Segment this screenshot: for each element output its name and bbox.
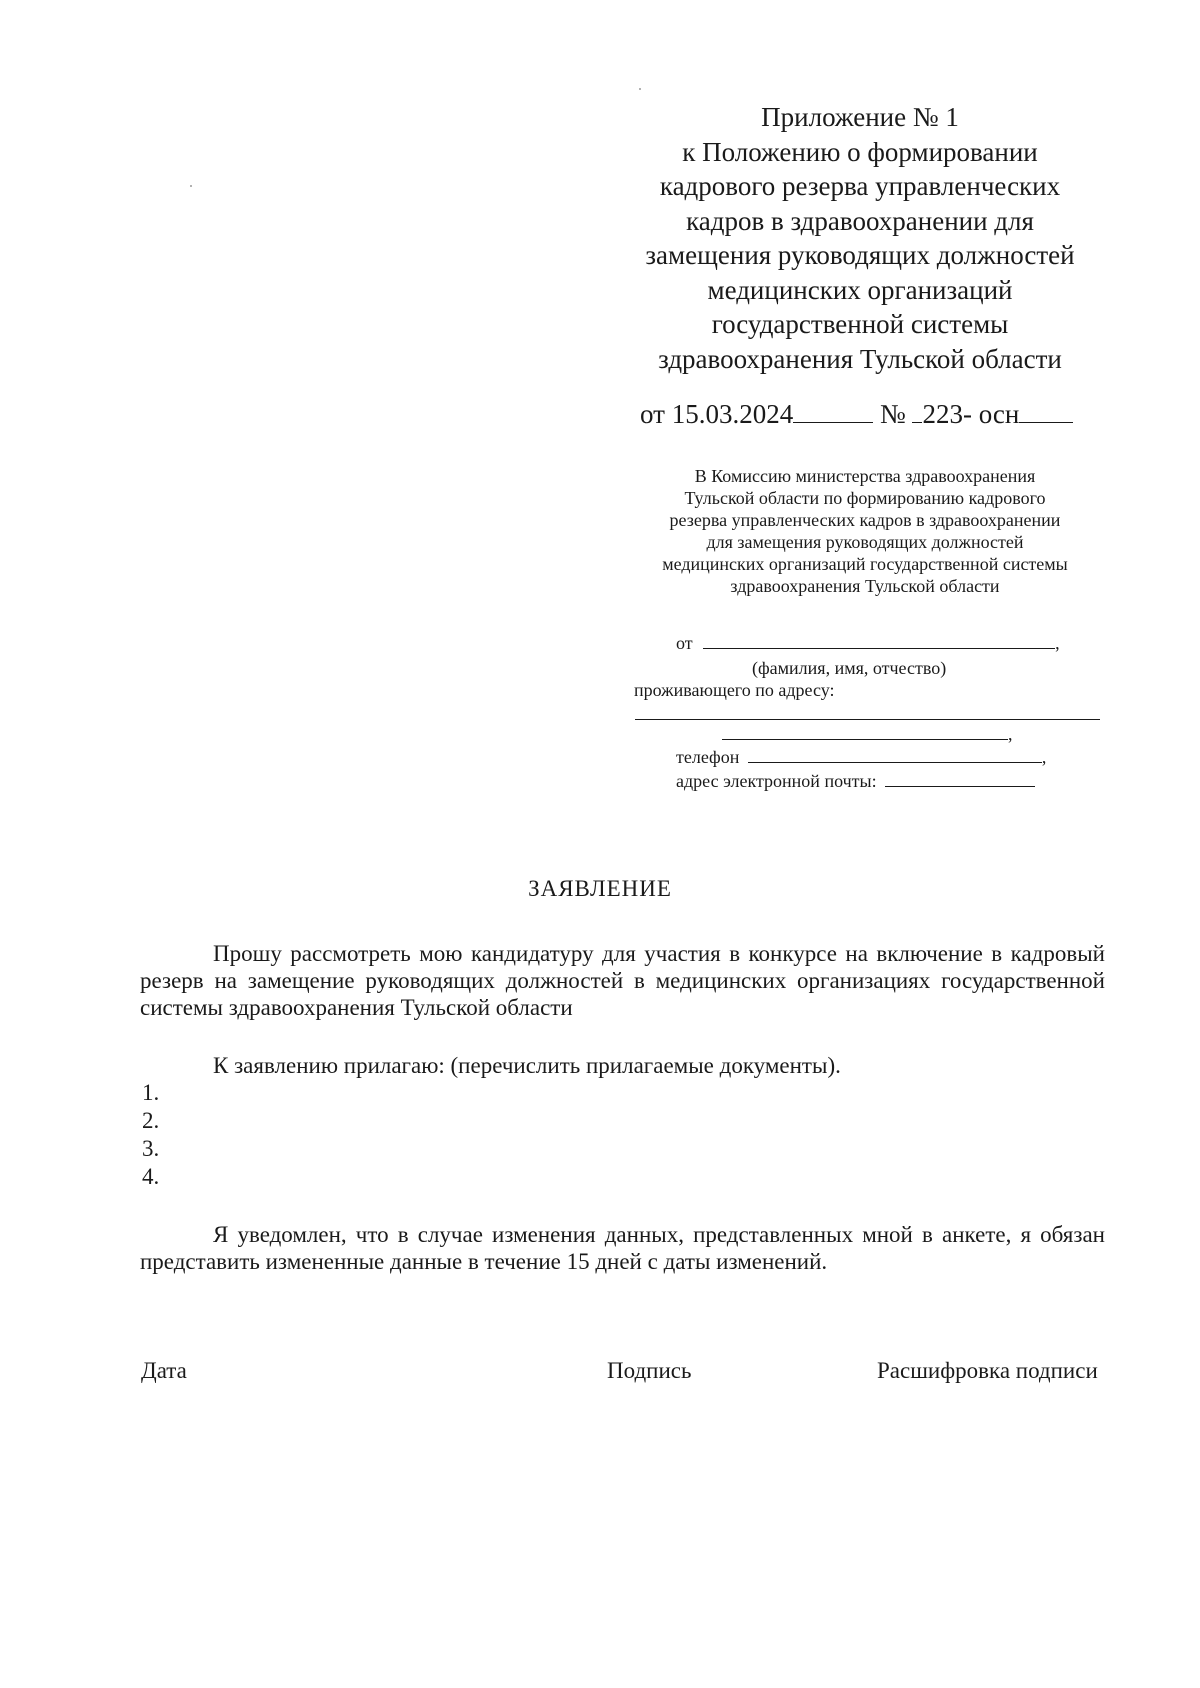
- attachment-item-2: 2.: [142, 1108, 160, 1133]
- order-date-blank: [793, 422, 873, 423]
- order-number-sign: №: [879, 399, 906, 429]
- notice-paragraph: Я уведомлен, что в случае изменения данных, представленных мной в анкете, я обязан представить измененные данные в течение 15 дней с даты изменений.: [140, 1222, 1105, 1274]
- signature-transcript-label: Расшифровка подписи: [877, 1358, 1098, 1383]
- signature-label: Подпись: [607, 1358, 692, 1383]
- addressee-line: Тульской области по формированию кадрового: [684, 488, 1046, 508]
- order-number-blank: [1019, 422, 1073, 423]
- phone-label: телефон: [676, 747, 740, 767]
- addressee-block: [630, 465, 1100, 597]
- order-reference: [640, 397, 1073, 431]
- appendix-line: к Положению о формировании: [682, 136, 1038, 167]
- comma: ,: [1008, 724, 1013, 744]
- phone-field: [676, 746, 1046, 768]
- name-caption: (фамилия, имя, отчество): [752, 658, 947, 678]
- scan-speck: [190, 185, 192, 187]
- address-label: проживающего по адресу:: [634, 680, 835, 700]
- appendix-line: государственной системы: [711, 309, 1009, 339]
- request-paragraph: Прошу рассмотреть мою кандидатуру для участия в конкурсе на включение в кадровый резерв на замещение руководящих должностей в медицинских организациях государственной системы здравоохранения Тульской области: [140, 941, 1105, 1020]
- statement-title: ЗАЯВЛЕНИЕ: [528, 876, 672, 901]
- addressee-line: для замещения руководящих должностей: [706, 532, 1024, 552]
- order-prefix: от: [640, 399, 665, 429]
- from-label: от: [676, 633, 693, 653]
- attachment-item-1: 1.: [142, 1080, 160, 1105]
- addressee-line: здравоохранения Тульской области: [730, 576, 1000, 596]
- address-line-2: [722, 723, 1013, 745]
- appendix-line: медицинских организаций: [707, 274, 1013, 305]
- appendix-line: здравоохранения Тульской области: [658, 343, 1062, 374]
- email-field: [676, 770, 1035, 792]
- attachment-item-4: 4.: [142, 1164, 160, 1189]
- appendix-line: кадрового резерва управленческих: [659, 171, 1061, 201]
- appendix-header: [620, 100, 1100, 376]
- addressee-line: резерва управленческих кадров в здравоохранении: [669, 510, 1061, 530]
- full-name-blank[interactable]: [703, 648, 1055, 649]
- order-number-lead: [912, 422, 922, 423]
- appendix-line: кадров в здравоохранении для: [686, 205, 1034, 236]
- email-blank[interactable]: [885, 786, 1035, 787]
- phone-blank[interactable]: [748, 762, 1042, 763]
- order-number: 223- осн: [922, 399, 1020, 429]
- appendix-line: Приложение № 1: [761, 102, 959, 132]
- order-date: 15.03.2024: [671, 399, 794, 429]
- date-label: Дата: [141, 1358, 187, 1383]
- addressee-line: медицинских организаций государственной системы: [662, 554, 1068, 574]
- address-blank-1[interactable]: [635, 719, 1100, 720]
- comma: ,: [1041, 747, 1047, 767]
- from-field: [676, 632, 1060, 654]
- attachment-item-3: 3.: [142, 1136, 160, 1161]
- email-label: адрес электронной почты:: [676, 771, 877, 791]
- comma: ,: [1055, 633, 1060, 653]
- address-blank-2[interactable]: [722, 739, 1008, 740]
- appendix-line: замещения руководящих должностей: [645, 240, 1075, 270]
- attachments-intro: К заявлению прилагаю: (перечислить прилагаемые документы).: [213, 1053, 841, 1078]
- addressee-line: В Комиссию министерства здравоохранения: [694, 466, 1036, 486]
- scan-speck: [639, 88, 641, 90]
